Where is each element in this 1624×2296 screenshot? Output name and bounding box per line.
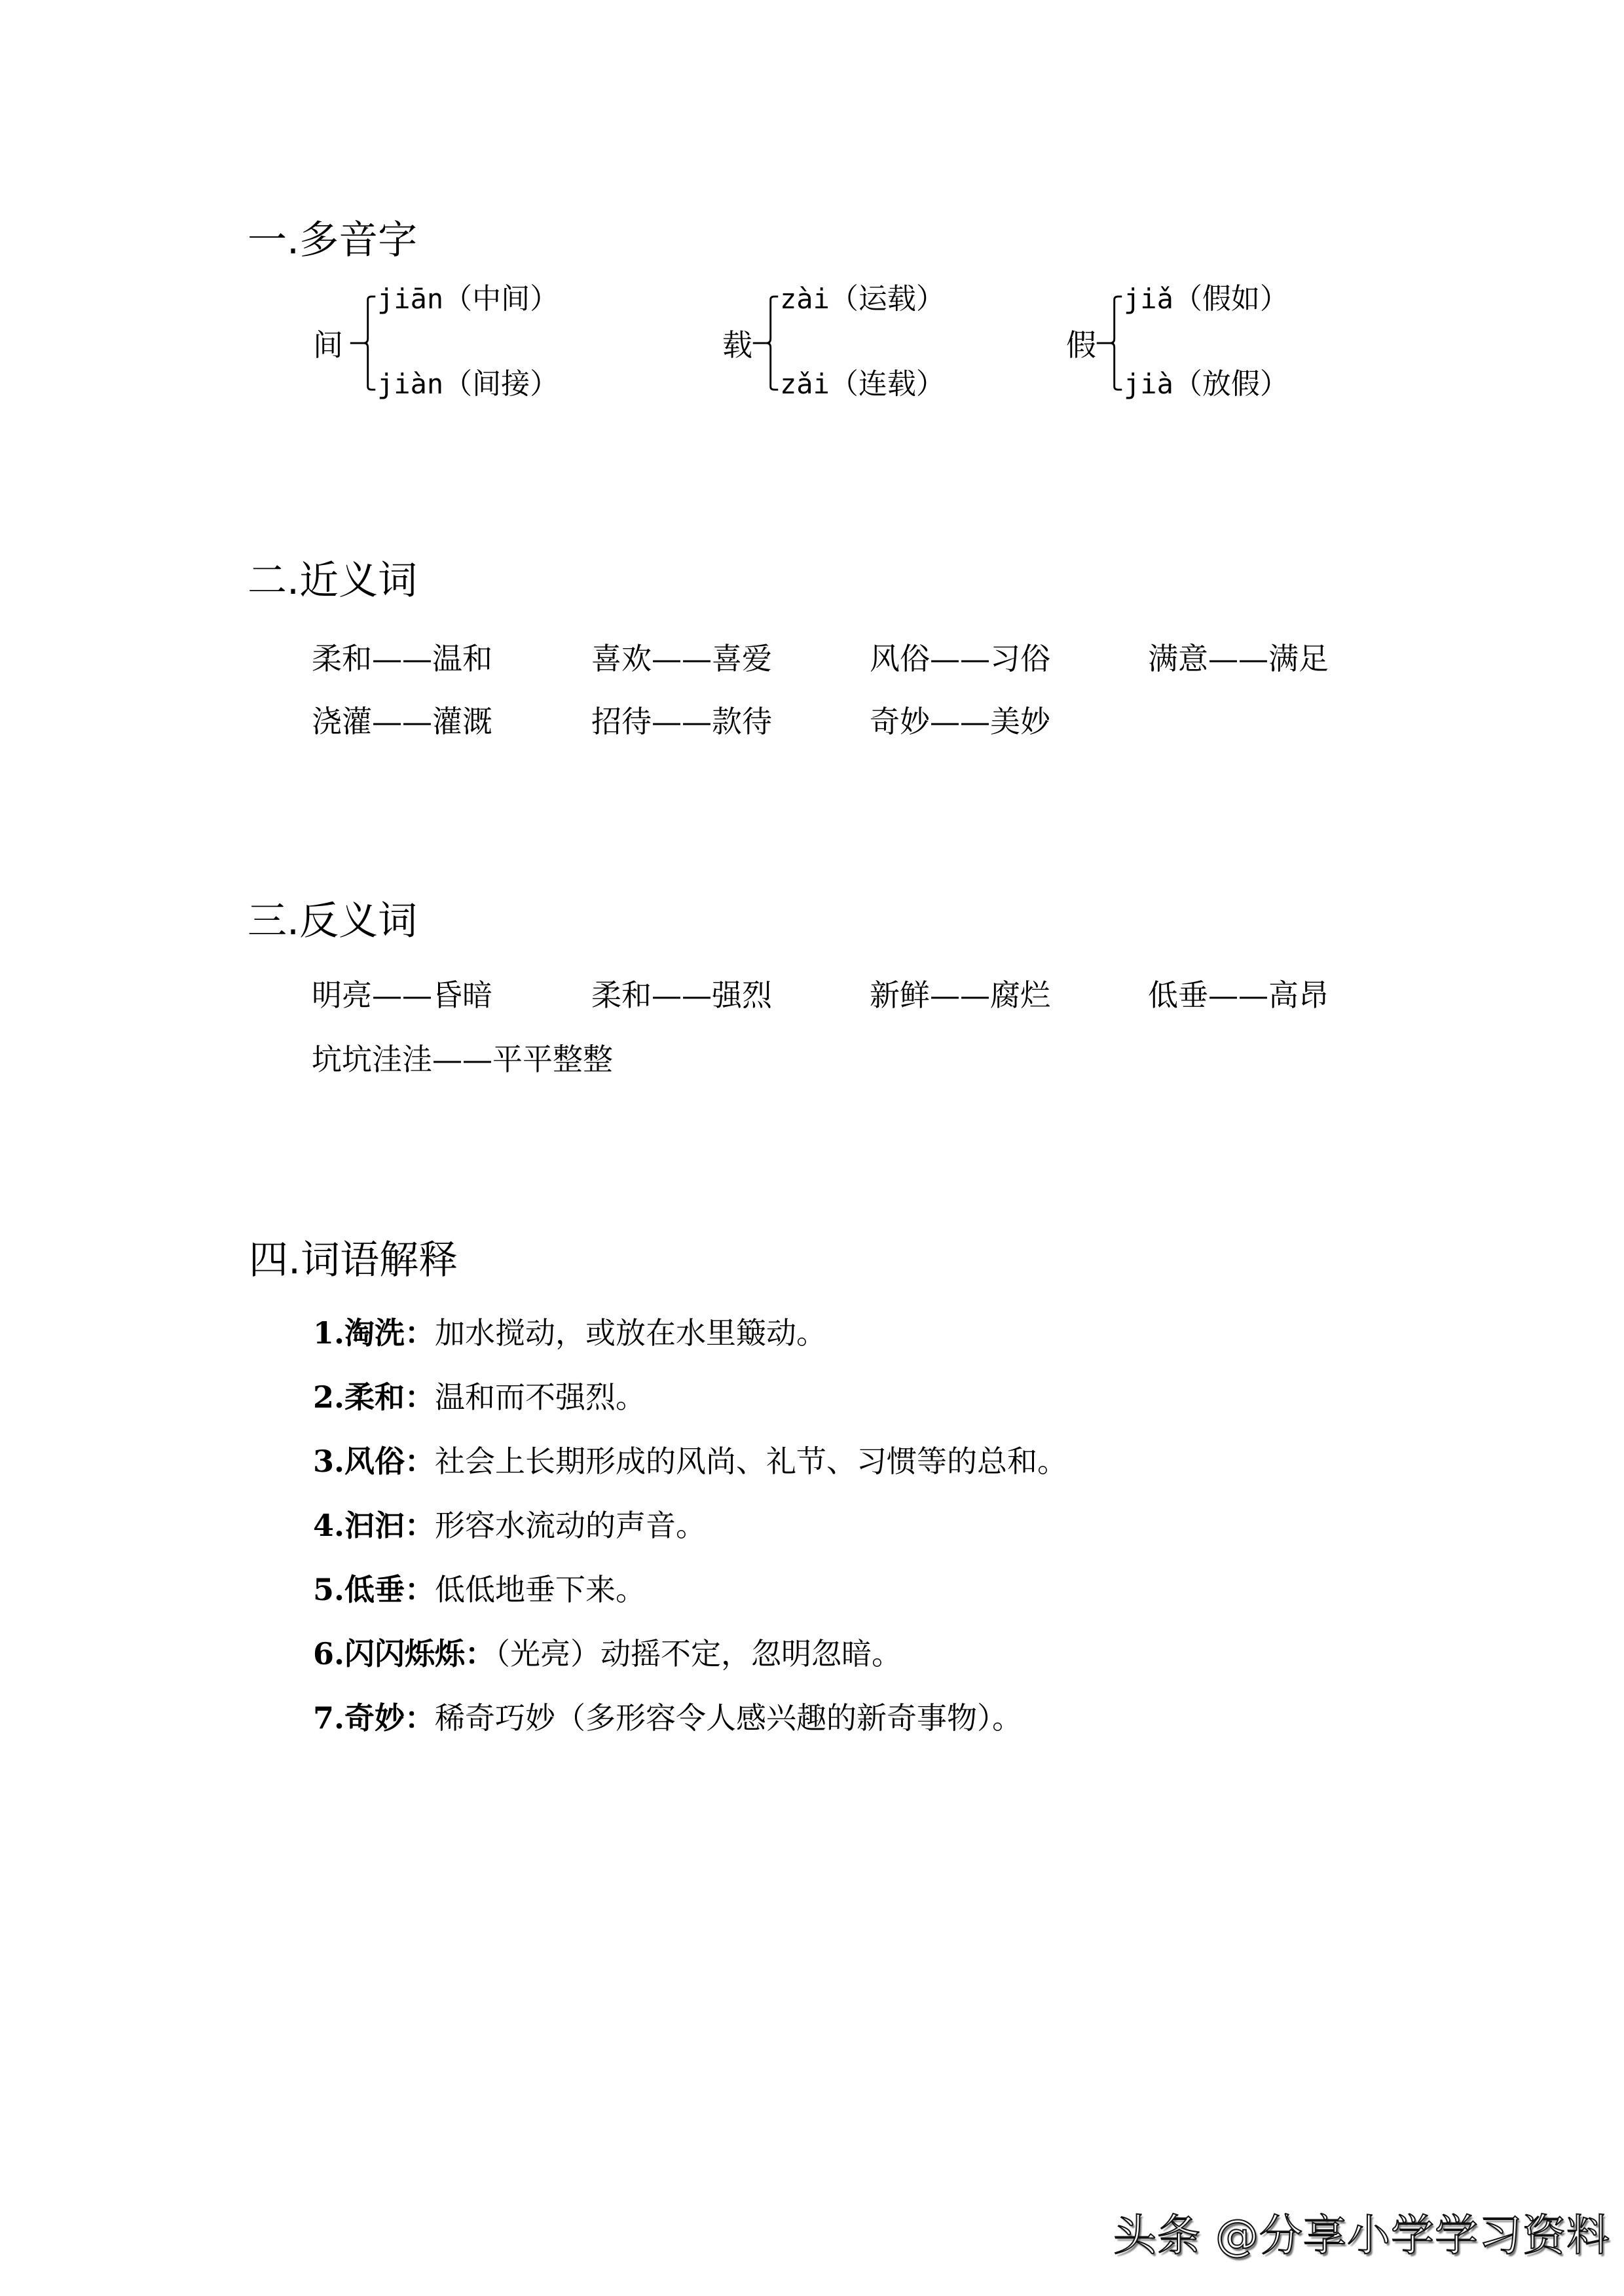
explanation-term: 7.奇妙：: [313, 1700, 435, 1736]
explanation-item: [313, 1379, 646, 1415]
polyphonic-reading: [377, 283, 559, 316]
antonym-pair: 低垂——高昂: [1148, 977, 1329, 1013]
brace-icon: [350, 295, 376, 393]
synonym-pair: 浇灌——灌溉: [312, 704, 492, 739]
pinyin: jiān: [377, 283, 444, 315]
section-title-explanations: 四.词语解释: [249, 1237, 458, 1283]
antonym-pair: 新鲜——腐烂: [870, 977, 1050, 1013]
explanation-term: 3.风俗：: [313, 1444, 435, 1479]
explanation-definition: 形容水流动的声音。: [435, 1508, 707, 1543]
explanation-item: [313, 1635, 902, 1672]
pinyin: zǎi: [780, 368, 830, 400]
synonym-pair: 满意——满足: [1148, 641, 1329, 676]
polyphonic-char: 载: [722, 327, 752, 363]
explanation-definition: 低低地垂下来。: [435, 1572, 646, 1607]
polyphonic-group: [313, 282, 680, 406]
explanation-definition: 温和而不强烈。: [435, 1379, 646, 1415]
explanation-item: [313, 1507, 706, 1544]
section-title-antonyms: 三.反义词: [248, 898, 418, 944]
explanation-definition: 加水搅动，或放在水里簸动。: [435, 1315, 827, 1351]
synonym-pair: 喜欢——喜爱: [591, 641, 772, 676]
explanation-definition: （光亮）动摇不定，忽明忽暗。: [495, 1636, 902, 1671]
pinyin: jiǎ: [1124, 283, 1173, 315]
explanation-item: [313, 1700, 1022, 1736]
explanation-term: 2.柔和：: [313, 1379, 435, 1415]
example-word: （运载）: [829, 282, 945, 316]
polyphonic-reading: [377, 368, 559, 401]
example-word: （间接）: [443, 367, 559, 401]
antonym-pair: 坑坑洼洼——平平整整: [312, 1042, 613, 1077]
example-word: （放假）: [1173, 367, 1289, 401]
polyphonic-reading: [1124, 368, 1289, 401]
explanation-definition: 稀奇巧妙（多形容令人感兴趣的新奇事物）。: [435, 1700, 1023, 1736]
explanation-item: [313, 1443, 1067, 1480]
explanation-item: [313, 1571, 646, 1608]
brace-icon: [752, 295, 779, 393]
synonym-pair: 柔和——温和: [312, 641, 492, 676]
synonym-pair: 招待——款待: [591, 704, 772, 739]
explanation-term: 5.低垂：: [313, 1572, 435, 1607]
explanation-item: [313, 1315, 826, 1351]
pinyin: zài: [780, 283, 830, 315]
explanation-term: 6.闪闪烁烁：: [313, 1636, 496, 1671]
antonym-pair: 明亮——昏暗: [312, 977, 492, 1013]
antonym-pair: 柔和——强烈: [591, 977, 772, 1013]
example-word: （中间）: [443, 282, 559, 316]
section-title-synonyms: 二.近义词: [248, 558, 418, 604]
example-word: （连载）: [829, 367, 945, 401]
pinyin: jiàn: [377, 368, 444, 400]
example-word: （假如）: [1173, 282, 1289, 316]
polyphonic-reading: [780, 368, 945, 401]
polyphonic-group: [722, 282, 1089, 406]
polyphonic-group: [1066, 282, 1433, 406]
polyphonic-reading: [780, 283, 945, 316]
polyphonic-char: 假: [1066, 327, 1096, 363]
brace-icon: [1096, 295, 1122, 393]
pinyin: jià: [1124, 368, 1173, 400]
polyphonic-reading: [1124, 283, 1289, 316]
polyphonic-char: 间: [313, 327, 343, 363]
section-title-polyphonic: 一.多音字: [248, 217, 418, 263]
synonym-pair: 风俗——习俗: [870, 641, 1050, 676]
synonym-pair: 奇妙——美妙: [870, 704, 1050, 739]
watermark: 头条 @分享小学学习资料: [1113, 2210, 1610, 2261]
explanation-term: 1.淘洗：: [313, 1315, 435, 1351]
explanation-term: 4.汩汩：: [313, 1508, 435, 1543]
explanation-definition: 社会上长期形成的风尚、礼节、习惯等的总和。: [435, 1444, 1068, 1479]
